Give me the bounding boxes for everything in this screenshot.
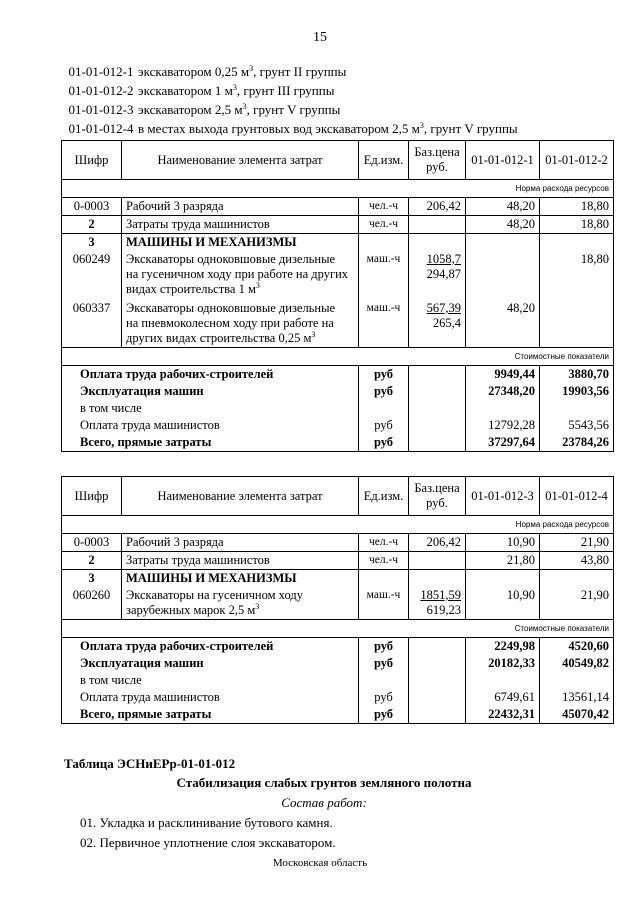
composition-title: Состав работ: bbox=[281, 795, 367, 810]
table-row: 0-0003 Рабочий 3 разряда чел.-ч 206,42 48,20 18,80 bbox=[62, 198, 614, 216]
code-list bbox=[64, 62, 518, 138]
code: 01-01-012-3 bbox=[68, 102, 134, 117]
header-col-1: 01-01-012-3 bbox=[466, 477, 540, 516]
code-text: экскаватором 1 м bbox=[138, 83, 233, 98]
cost-row: Всего, прямые затраты руб 37297,64 23784,26 bbox=[62, 434, 614, 452]
section-title: Стабилизация слабых грунтов земляного полотна bbox=[176, 775, 472, 790]
code-line: 01-01-012-1 экскаватором 0,25 $м^3$, грунт II группы bbox=[64, 62, 518, 81]
cost-row: Оплата труда рабочих-строителей руб 2249,98 4520,60 bbox=[62, 638, 614, 656]
norm-label: Норма расхода ресурсов bbox=[62, 516, 614, 534]
cost-label: Стоимостные показатели bbox=[62, 620, 614, 638]
cost-row: в том числе bbox=[62, 400, 614, 417]
header-row bbox=[62, 141, 614, 180]
code-text: в местах выхода грунтовых вод экскаватором 2,5 м bbox=[138, 121, 420, 136]
header-unit: Ед.изм. bbox=[359, 477, 409, 516]
code-line: 01-01-012-2 экскаватором 1 $м^3$, грунт III группы bbox=[64, 81, 518, 100]
table-row: 2 Затраты труда машинистов чел.-ч 48,20 18,80 bbox=[62, 216, 614, 234]
norm-row bbox=[62, 516, 614, 534]
cost-label-row bbox=[62, 620, 614, 638]
table-row: 3 МАШИНЫ И МЕХАНИЗМЫ bbox=[62, 234, 614, 252]
header-cipher: Шифр bbox=[62, 141, 122, 180]
code: 01-01-012-4 bbox=[68, 121, 134, 136]
code-text: экскаватором 0,25 м bbox=[138, 64, 250, 79]
header-element-name: Наименование элемента затрат bbox=[122, 141, 359, 180]
norm-row bbox=[62, 180, 614, 198]
cost-row: Всего, прямые затраты руб 22432,31 45070,42 bbox=[62, 706, 614, 724]
cost-row: Эксплуатация машин руб 20182,33 40549,82 bbox=[62, 655, 614, 672]
page-footer: Московская область bbox=[272, 857, 368, 869]
norm-label: Норма расхода ресурсов bbox=[62, 180, 614, 198]
table-row: 060249 Экскаваторы одноковшовые дизельные на гусеничном ходу при работе на других видах строительства 1 $м^3$ маш.-ч 1058,7 294,87 18,80 bbox=[62, 251, 614, 298]
header-element-name: Наименование элемента затрат bbox=[122, 477, 359, 516]
code: 01-01-012-2 bbox=[68, 83, 134, 98]
cost-row: Оплата труда рабочих-строителей руб 9949,44 3880,70 bbox=[62, 366, 614, 384]
cost-row: Эксплуатация машин руб 27348,20 19903,56 bbox=[62, 383, 614, 400]
header-col-2: 01-01-012-4 bbox=[540, 477, 614, 516]
table-row: 2 Затраты труда машинистов чел.-ч 21,80 43,80 bbox=[62, 552, 614, 570]
code: 01-01-012-1 bbox=[68, 64, 134, 79]
work-item: 02. Первичное уплотнение слоя экскаватором. bbox=[80, 835, 336, 850]
header-cipher: Шифр bbox=[62, 477, 122, 516]
code-text: экскаватором 2,5 м bbox=[138, 102, 243, 117]
table-title: Таблица ЭСНиЕРр-01-01-012 bbox=[64, 756, 236, 771]
cost-label-row bbox=[62, 348, 614, 366]
cost-label: Стоимостные показатели bbox=[62, 348, 614, 366]
estimate-table-1 bbox=[61, 140, 614, 452]
work-item: 01. Укладка и расклинивание бутового камня. bbox=[80, 815, 333, 830]
cost-row: Оплата труда машинистов руб 12792,28 5543,56 bbox=[62, 417, 614, 434]
estimate-table-2 bbox=[61, 476, 614, 724]
page-number: 15 bbox=[313, 30, 327, 45]
table-description bbox=[64, 756, 584, 851]
header-base-price: Баз.цена руб. bbox=[409, 477, 466, 516]
header-row bbox=[62, 477, 614, 516]
header-unit: Ед.изм. bbox=[359, 141, 409, 180]
table-row: 3 МАШИНЫ И МЕХАНИЗМЫ bbox=[62, 570, 614, 588]
table-row: 060260 Экскаваторы на гусеничном ходу зарубежных марок 2,5 $м^3$ маш.-ч 1851,59 619,23 10,90 21,90 bbox=[62, 587, 614, 620]
header-col-2: 01-01-012-2 bbox=[540, 141, 614, 180]
cost-row: в том числе bbox=[62, 672, 614, 689]
header-base-price: Баз.цена руб. bbox=[409, 141, 466, 180]
cost-row: Оплата труда машинистов руб 6749,61 13561,14 bbox=[62, 689, 614, 706]
table-row: 060337 Экскаваторы одноковшовые дизельные на пневмоколесном ходу при работе на других видах строительства 0,25 $м^3$ маш.-ч 567,39 265,4 48,20 bbox=[62, 298, 614, 348]
header-col-1: 01-01-012-1 bbox=[466, 141, 540, 180]
code-line: 01-01-012-4 в местах выхода грунтовых вод экскаватором 2,5 $м^3$, грунт V группы bbox=[64, 119, 518, 138]
table-row: 0-0003 Рабочий 3 разряда чел.-ч 206,42 10,90 21,90 bbox=[62, 534, 614, 552]
code-line: 01-01-012-3 экскаватором 2,5 $м^3$, грунт V группы bbox=[64, 100, 518, 119]
